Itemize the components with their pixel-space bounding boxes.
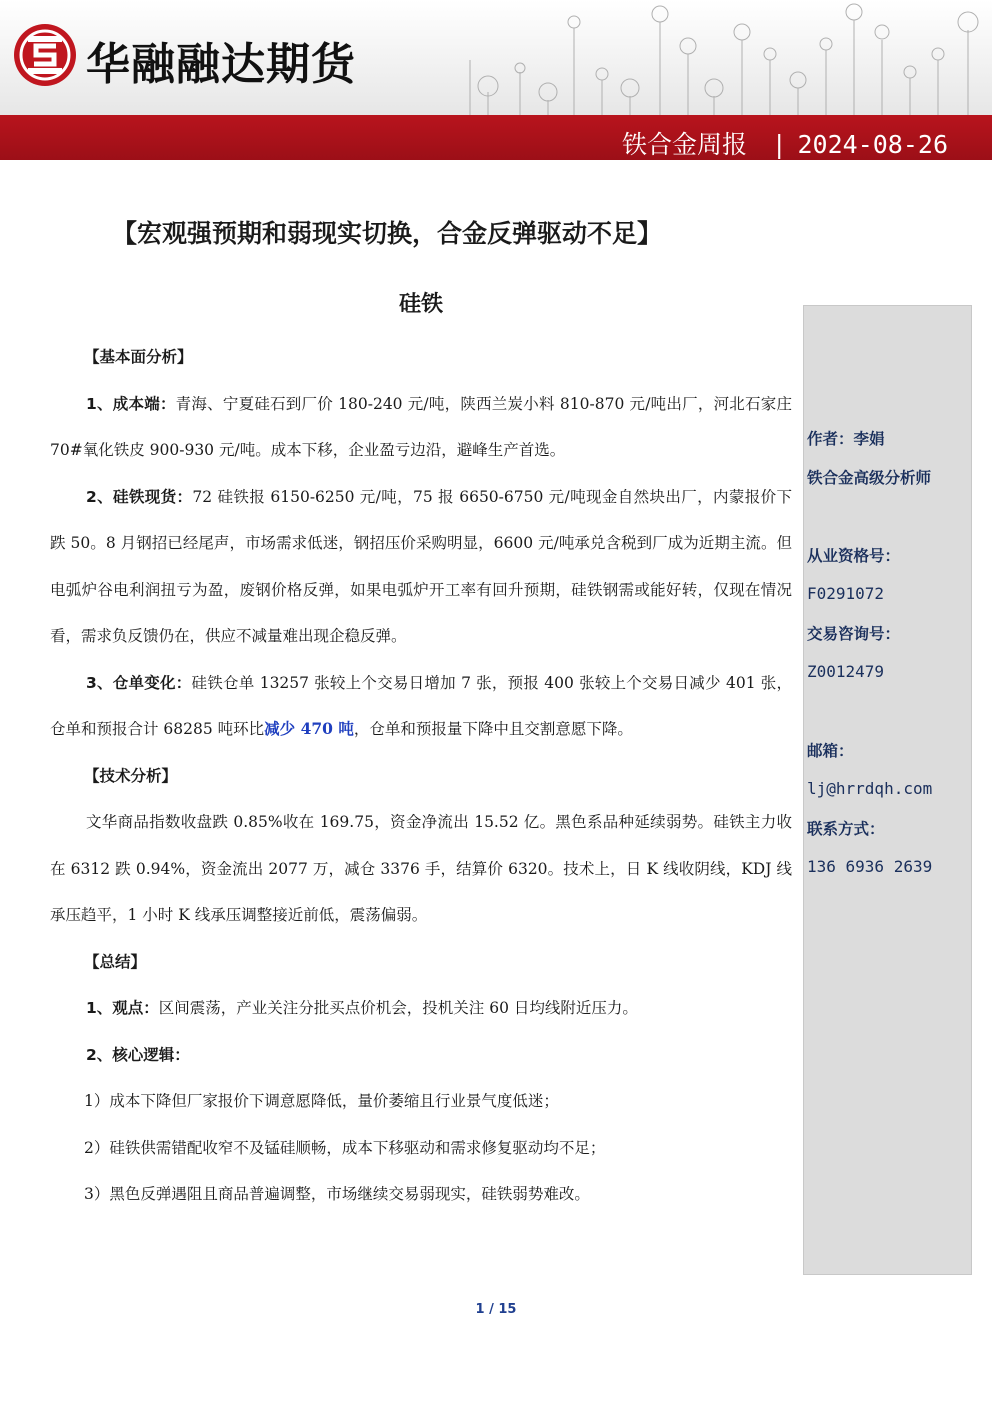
report-header [0,0,992,160]
report-band-text [622,125,948,161]
phone-number: 136 6936 2639 [807,857,933,876]
spot-text: 72 硅铁报 6150-6250 元/吨，75 报 6650-6750 元/吨现金自然块出厂，内蒙报价下跌 50。8 月钢招已经尾声，市场需求低迷，钢招压价采购明显，6600 元/吨承兑含税到厂成为近期主流。但电弧炉谷电利润扭亏为盈，废钢价格反弹，如果电弧炉开工率有回升预期，硅铁钢需或能好转，仅现在情况看，需求负反馈仍在，供应不减量难出现企稳反弹。 [50,487,792,645]
logic-point: 2）硅铁供需错配收窄不及锰硅顺畅，成本下移驱动和需求修复驱动均不足； [84,1138,606,1157]
cost-label: 1、成本端： [86,394,176,413]
view-label: 1、观点： [86,999,159,1017]
company-logo-icon [12,22,78,88]
qualification-number: F0291072 [807,584,885,603]
warrant-text-after: ，仓单和预报量下降中且交割意愿下降。 [353,720,633,738]
email-address[interactable]: lj@hrrdqh.com [807,779,933,798]
warrant-highlight: 减少 470 吨 [264,719,354,738]
report-date: 2024-08-26 [797,130,948,159]
author-role: 铁合金高级分析师 [807,469,932,487]
company-name: 华融融达期货 [86,39,356,90]
spot-label: 2、硅铁现货： [86,487,193,506]
logic-heading [50,1032,792,1079]
logic-point: 3）黑色反弹遇阻且商品普遍调整，市场继续交易弱现实，硅铁弱势难改。 [84,1185,590,1203]
warrant-label: 3、仓单变化： [86,673,192,692]
cost-paragraph [50,381,792,474]
page-number: 1 / 15 [475,1302,517,1317]
warrant-paragraph [50,660,792,753]
technical-heading: 【技术分析】 [84,766,178,785]
view-paragraph [50,985,792,1032]
section-title: 硅铁 [398,292,443,317]
logic-label: 2、核心逻辑： [86,1045,190,1064]
report-title: 【宏观强预期和弱现实切换，合金反弹驱动不足】 [112,219,663,248]
consult-number: Z0012479 [807,662,885,681]
band-separator: | [775,130,784,159]
consult-label: 交易咨询号： [807,625,901,643]
contact-label: 联系方式： [807,820,885,838]
fundamentals-heading: 【基本面分析】 [84,348,193,366]
email-label: 邮箱： [807,742,854,760]
logic-point: 1）成本下降但厂家报价下调意愿降低，量价萎缩且行业景气度低迷； [84,1092,559,1110]
summary-heading: 【总结】 [84,952,147,971]
warrant-text-before: 硅铁仓单 13257 张较上个交易日增加 7 张，预报 400 张较上个交易日减少 401 张，仓单和预报合计 68285 吨环比 [50,673,792,738]
cost-text: 青海、宁夏硅石到厂价 180-240 元/吨，陕西兰炭小料 810-870 元/吨出厂，河北石家庄 70#氧化铁皮 900-930 元/吨。成本下移，企业盈亏边沿，避峰生产首选。 [50,394,792,459]
report-type: 铁合金周报 [622,130,748,159]
spot-paragraph [50,474,792,660]
view-text: 区间震荡，产业关注分批买点价机会，投机关注 60 日均线附近压力。 [158,999,638,1017]
qualification-label: 从业资格号： [807,547,901,565]
report-body [50,334,792,1218]
author-sidebar [803,305,972,1275]
report-band [0,115,992,160]
technical-paragraph: 文华商品指数收盘跌 0.85%收在 169.75，资金净流出 15.52 亿。黑色系品种延续弱势。硅铁主力收在 6312 跌 0.94%，资金流出 2077 万，减仓 3376 手，结算价 6320。技术上，日 K 线收阴线，KDJ 线承压趋平，1 小时 K 线承压调整接近前低，震荡偏弱。 [50,813,792,924]
author-name: 作者：李娟 [807,430,885,448]
